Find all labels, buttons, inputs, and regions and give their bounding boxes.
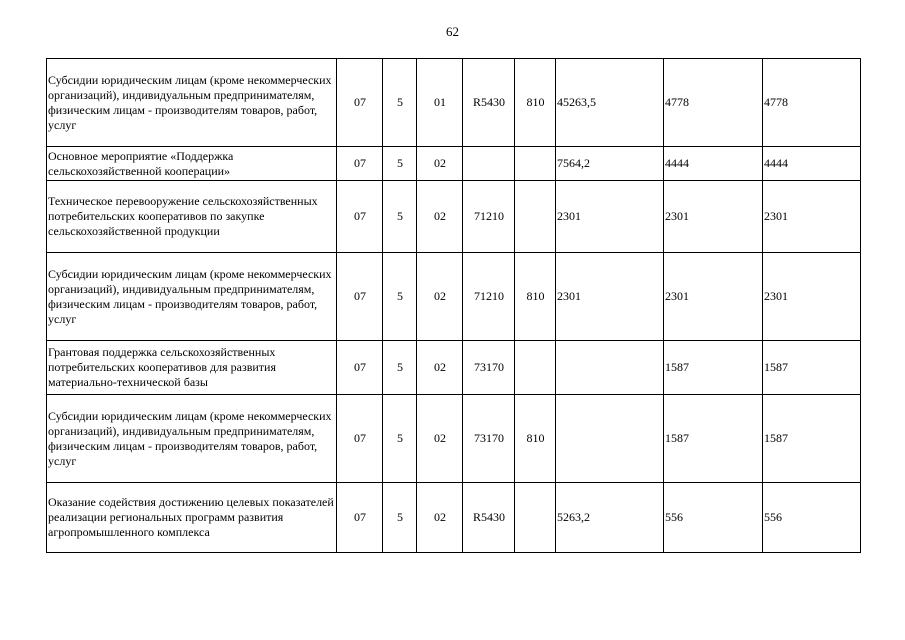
subsection-code-cell: 5 bbox=[383, 147, 417, 181]
target-article-cell: 71210 bbox=[463, 181, 515, 253]
subsection-code-cell: 5 bbox=[383, 395, 417, 483]
table-row bbox=[47, 395, 861, 483]
program-code-cell: 02 bbox=[417, 483, 463, 553]
amount-year1-cell: 2301 bbox=[556, 253, 664, 341]
expense-type-cell: 810 bbox=[515, 59, 556, 147]
amount-year1-cell bbox=[556, 395, 664, 483]
row-name-cell: Основное мероприятие «Поддержка сельскохозяйственной кооперации» bbox=[47, 147, 337, 181]
table-row bbox=[47, 59, 861, 147]
amount-year2-cell: 2301 bbox=[664, 181, 763, 253]
amount-year2-cell: 556 bbox=[664, 483, 763, 553]
amount-year3-cell: 1587 bbox=[763, 395, 861, 483]
target-article-cell: R5430 bbox=[463, 483, 515, 553]
section-code-cell: 07 bbox=[337, 483, 383, 553]
program-code-cell: 02 bbox=[417, 181, 463, 253]
table-body bbox=[47, 59, 861, 553]
subsection-code-cell: 5 bbox=[383, 59, 417, 147]
row-name-cell: Техническое перевооружение сельскохозяйственных потребительских кооперативов по закупке сельскохозяйственной продукции bbox=[47, 181, 337, 253]
table-row bbox=[47, 253, 861, 341]
table-row bbox=[47, 147, 861, 181]
amount-year2-cell: 1587 bbox=[664, 341, 763, 395]
subsection-code-cell: 5 bbox=[383, 181, 417, 253]
table-row bbox=[47, 341, 861, 395]
amount-year3-cell: 2301 bbox=[763, 181, 861, 253]
program-code-cell: 02 bbox=[417, 253, 463, 341]
target-article-cell: 71210 bbox=[463, 253, 515, 341]
program-code-cell: 01 bbox=[417, 59, 463, 147]
section-code-cell: 07 bbox=[337, 341, 383, 395]
table-row bbox=[47, 181, 861, 253]
amount-year3-cell: 556 bbox=[763, 483, 861, 553]
subsection-code-cell: 5 bbox=[383, 483, 417, 553]
amount-year1-cell: 45263,5 bbox=[556, 59, 664, 147]
amount-year2-cell: 1587 bbox=[664, 395, 763, 483]
amount-year2-cell: 2301 bbox=[664, 253, 763, 341]
section-code-cell: 07 bbox=[337, 181, 383, 253]
amount-year1-cell bbox=[556, 341, 664, 395]
section-code-cell: 07 bbox=[337, 253, 383, 341]
subsection-code-cell: 5 bbox=[383, 341, 417, 395]
budget-table bbox=[46, 58, 861, 553]
program-code-cell: 02 bbox=[417, 395, 463, 483]
target-article-cell: 73170 bbox=[463, 341, 515, 395]
amount-year3-cell: 4444 bbox=[763, 147, 861, 181]
amount-year3-cell: 2301 bbox=[763, 253, 861, 341]
amount-year3-cell: 1587 bbox=[763, 341, 861, 395]
expense-type-cell bbox=[515, 341, 556, 395]
subsection-code-cell: 5 bbox=[383, 253, 417, 341]
row-name-cell: Грантовая поддержка сельскохозяйственных потребительских кооперативов для развития материально-технической базы bbox=[47, 341, 337, 395]
expense-type-cell bbox=[515, 181, 556, 253]
target-article-cell: 73170 bbox=[463, 395, 515, 483]
expense-type-cell: 810 bbox=[515, 253, 556, 341]
row-name-cell: Субсидии юридическим лицам (кроме некоммерческих организаций), индивидуальным предпринимателям, физическим лицам - производителям товаров, работ, услуг bbox=[47, 253, 337, 341]
program-code-cell: 02 bbox=[417, 147, 463, 181]
amount-year1-cell: 5263,2 bbox=[556, 483, 664, 553]
row-name-cell: Оказание содействия достижению целевых показателей реализации региональных программ развития агропромышленного комплекса bbox=[47, 483, 337, 553]
section-code-cell: 07 bbox=[337, 59, 383, 147]
row-name-cell: Субсидии юридическим лицам (кроме некоммерческих организаций), индивидуальным предпринимателям, физическим лицам - производителям товаров, работ, услуг bbox=[47, 395, 337, 483]
expense-type-cell bbox=[515, 147, 556, 181]
amount-year3-cell: 4778 bbox=[763, 59, 861, 147]
expense-type-cell: 810 bbox=[515, 395, 556, 483]
row-name-cell: Субсидии юридическим лицам (кроме некоммерческих организаций), индивидуальным предпринимателям, физическим лицам - производителям товаров, работ, услуг bbox=[47, 59, 337, 147]
target-article-cell bbox=[463, 147, 515, 181]
section-code-cell: 07 bbox=[337, 147, 383, 181]
amount-year1-cell: 7564,2 bbox=[556, 147, 664, 181]
target-article-cell: R5430 bbox=[463, 59, 515, 147]
table-row bbox=[47, 483, 861, 553]
amount-year2-cell: 4778 bbox=[664, 59, 763, 147]
section-code-cell: 07 bbox=[337, 395, 383, 483]
amount-year1-cell: 2301 bbox=[556, 181, 664, 253]
page-number: 62 bbox=[446, 24, 459, 39]
expense-type-cell bbox=[515, 483, 556, 553]
amount-year2-cell: 4444 bbox=[664, 147, 763, 181]
program-code-cell: 02 bbox=[417, 341, 463, 395]
